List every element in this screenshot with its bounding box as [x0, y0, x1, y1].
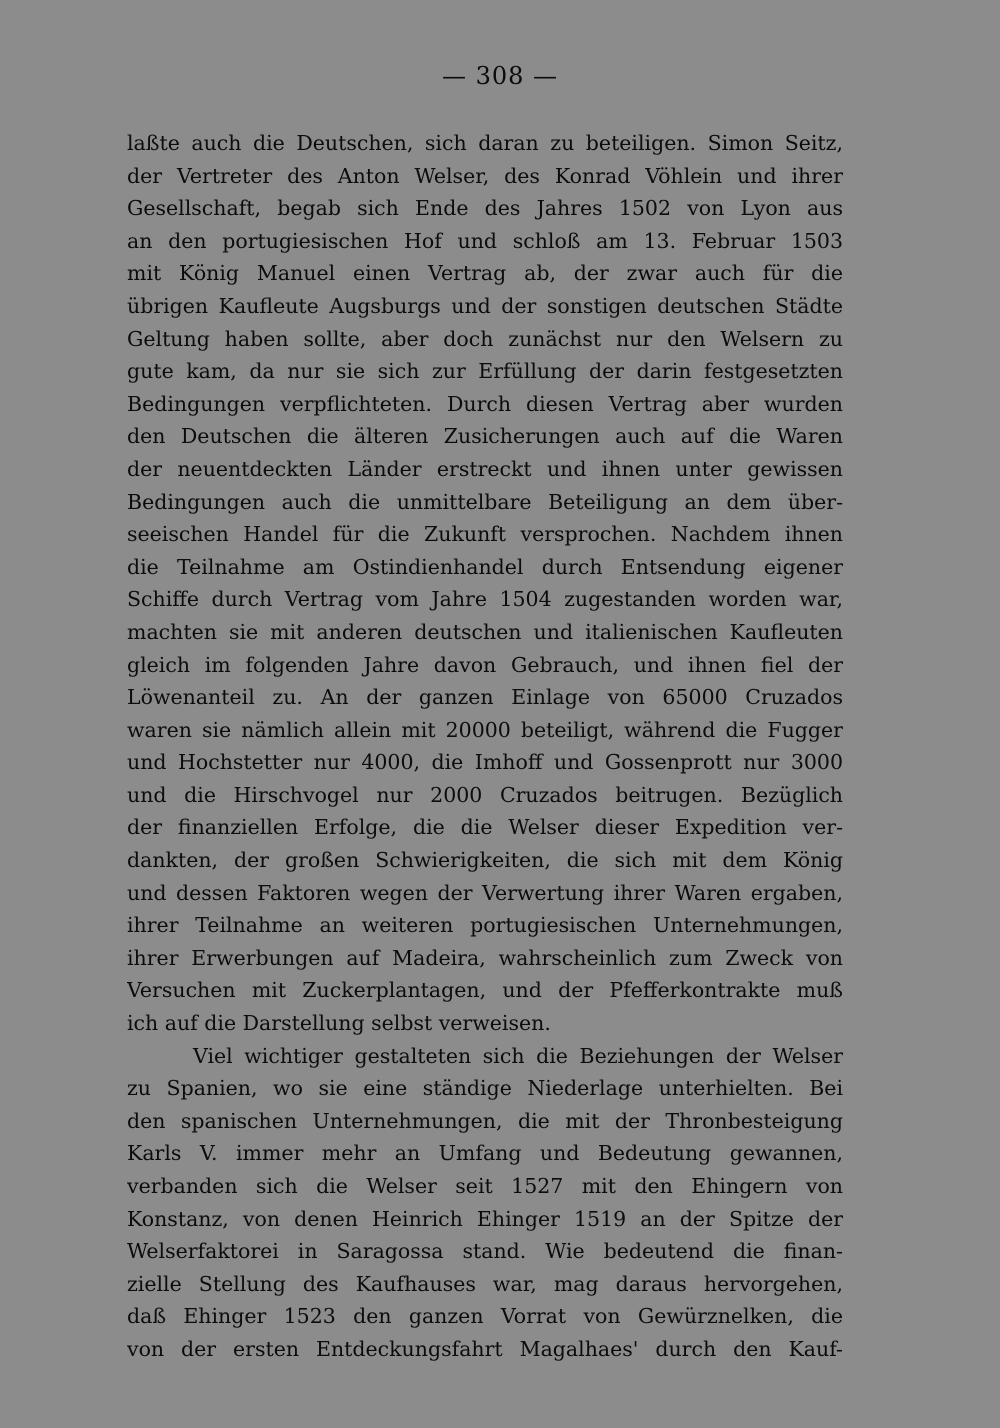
text-line: und Hochstetter nur 4000, die Imhoff und Gossenprott nur 3000 [127, 750, 843, 775]
text-line: ihrer Erwerbungen auf Madeira, wahrscheinlich zum Zweck von [127, 945, 843, 970]
text-line: Bedingungen verpflichteten. Durch diesen Vertrag aber wurden [127, 391, 843, 416]
text-line: waren sie nämlich allein mit 20000 beteiligt, während die Fugger [127, 717, 843, 742]
text-line: und dessen Faktoren wegen der Verwertung ihrer Waren ergaben, [127, 880, 843, 905]
text-line: Geltung haben sollte, aber doch zunächst nur den Welsern zu [127, 326, 843, 351]
text-line: machten sie mit anderen deutschen und italienischen Kaufleuten [127, 619, 843, 644]
text-line: an den portugiesischen Hof und schloß am 13. Februar 1503 [127, 228, 843, 253]
text-line: und die Hirschvogel nur 2000 Cruzados beitrugen. Bezüglich [127, 782, 843, 807]
text-line: der neuentdeckten Länder erstreckt und ihnen unter gewissen [127, 456, 843, 481]
text-line: den Deutschen die älteren Zusicherungen auch auf die Waren [127, 424, 843, 449]
text-line: von der ersten Entdeckungsfahrt Magalhaes' durch den Kauf- [127, 1336, 843, 1361]
text-line: den spanischen Unternehmungen, die mit der Thronbesteigung [127, 1108, 843, 1133]
text-line: Gesellschaft, begab sich Ende des Jahres 1502 von Lyon aus [127, 196, 843, 221]
text-line: ihrer Teilnahme an weiteren portugiesischen Unternehmungen, [127, 913, 843, 938]
page-number-header: — 308 — [441, 62, 559, 90]
paragraph-last-line: ich auf die Darstellung selbst verweisen. [127, 1011, 551, 1036]
text-line: Löwenanteil zu. An der ganzen Einlage von 65000 Cruzados [127, 685, 843, 710]
text-line: gleich im folgenden Jahre davon Gebrauch, und ihnen fiel der [127, 652, 843, 677]
text-line: Bedingungen auch die unmittelbare Beteiligung an dem über- [127, 489, 843, 514]
text-line: dankten, der großen Schwierigkeiten, die sich mit dem König [127, 848, 843, 873]
text-line: laßte auch die Deutschen, sich daran zu beteiligen. Simon Seitz, [127, 131, 843, 155]
body-text [127, 127, 843, 1366]
text-line: verbanden sich die Welser seit 1527 mit den Ehingern von [127, 1174, 843, 1198]
text-line: der Vertreter des Anton Welser, des Konrad Vöhlein und ihrer [127, 163, 843, 188]
text-line: übrigen Kaufleute Augsburgs und der sonstigen deutschen Städte [127, 293, 843, 318]
paragraph-first-line: Viel wichtiger gestalteten sich die Beziehungen der Welser [193, 1043, 843, 1068]
text-line: der finanziellen Erfolge, die die Welser dieser Expedition ver- [127, 815, 843, 840]
text-line: Versuchen mit Zuckerplantagen, und der Pfefferkontrakte muß [127, 978, 843, 1003]
text-line: Karls V. immer mehr an Umfang und Bedeutung gewannen, [127, 1141, 843, 1166]
text-line: mit König Manuel einen Vertrag ab, der zwar auch für die [127, 261, 843, 286]
text-line: die Teilnahme am Ostindienhandel durch Entsendung eigener [127, 554, 843, 579]
text-line: daß Ehinger 1523 den ganzen Vorrat von Gewürznelken, die [127, 1304, 843, 1329]
text-line: zu Spanien, wo sie eine ständige Niederlage unterhielten. Bei [127, 1076, 843, 1101]
text-line: seeischen Handel für die Zukunft versprochen. Nachdem ihnen [127, 522, 843, 547]
text-line: gute kam, da nur sie sich zur Erfüllung der darin festgesetzten [127, 359, 843, 384]
text-line: Welserfaktorei in Saragossa stand. Wie bedeutend die finan- [127, 1239, 843, 1264]
text-line: zielle Stellung des Kaufhauses war, mag daraus hervorgehen, [127, 1271, 843, 1296]
text-line: Konstanz, von denen Heinrich Ehinger 1519 an der Spitze der [127, 1206, 843, 1231]
text-line: Schiffe durch Vertrag vom Jahre 1504 zugestanden worden war, [127, 587, 843, 612]
